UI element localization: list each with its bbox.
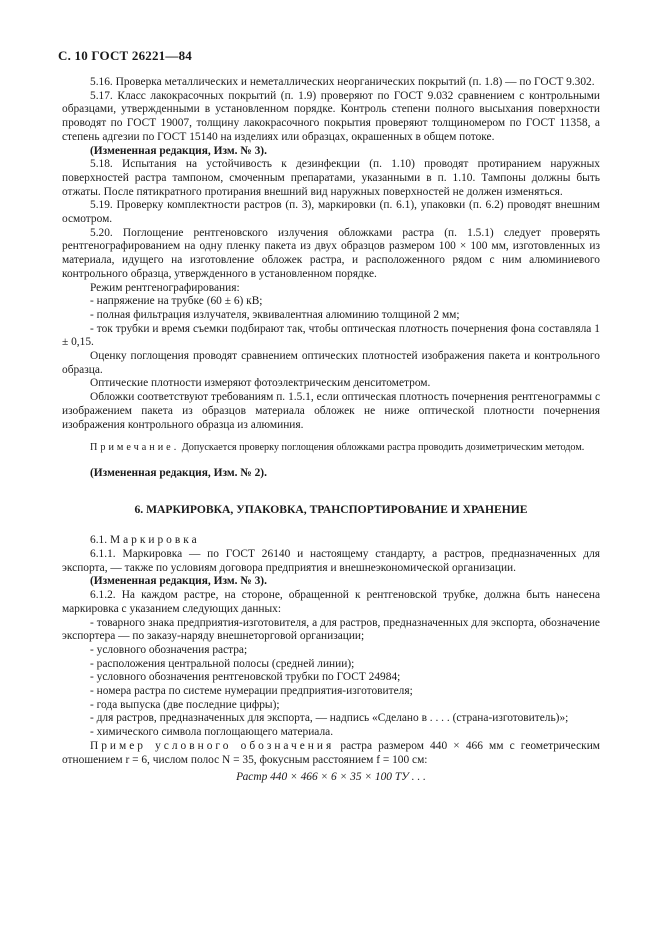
paragraph-5-16: 5.16. Проверка металлических и неметаллических неорганических покрытий (п. 1.8) — по ГОСТ 9.302. <box>90 76 595 88</box>
paragraph-optical: Оптические плотности измеряют фотоэлектрическим денситометром. <box>90 377 431 390</box>
marking-item: - товарного знака предприятия-изготовителя, а для растров, предназначенных для экспорта, обозначение экспортера — по заказу-наряду внешнеторговой организации; <box>62 616 600 643</box>
example-label: Пример условного обозначения <box>90 739 335 752</box>
example-paragraph <box>62 740 600 767</box>
paragraph-estimate: Оценку поглощения проводят сравнением оптических плотностей изображения пакета и контрольного образца. <box>62 350 600 376</box>
amendment-note: (Измененная редакция, Изм. № 2). <box>90 466 267 479</box>
mode-heading: Режим рентгенографирования: <box>90 281 240 294</box>
paragraph-covers: Обложки соответствуют требованиям п. 1.5.1, если оптическая плотность почернения рентгенограммы с изображением пакета из образцов материала обложек не ниже оптической плотности почернения изображения контрольного образца из алюминия. <box>62 391 600 431</box>
paragraph-5-18: 5.18. Испытания на устойчивость к дезинфекции (п. 1.10) проводят протиранием наружных поверхностей растра тампоном, смоченным препаратами, указанными в п. 1.10. Тампоны должны быть отжаты. После пятикратного протирания внешний вид наружных поверхностей не должен изменяться. <box>62 158 600 198</box>
marking-item: - условного обозначения рентгеновской трубки по ГОСТ 24984; <box>90 671 401 684</box>
subsection-6-1 <box>62 534 600 548</box>
designation-formula: Растр 440 × 466 × 6 × 35 × 100 ТУ . . . <box>236 771 426 784</box>
paragraph-5-20: 5.20. Поглощение рентгеновского излучения обложками растра (п. 1.5.1) следует проверять рентгенографированием на одну пленку пакета из двух образцов размером 100 × 100 мм, изготовленных из материала, идущего на изготовление обложек растра, и расположенного рядом с ним алюминиевого контрольного образца, утвержденного в установленном порядке. <box>62 226 600 280</box>
paragraph-5-19: 5.19. Проверку комплектности растров (п. 3), маркировки (п. 6.1), упаковки (п. 6.2) проводят внешним осмотром. <box>62 199 600 226</box>
amendment-note: (Измененная редакция, Изм. № 3). <box>90 144 267 157</box>
marking-item: - номера растра по системе нумерации предприятия-изготовителя; <box>90 685 413 698</box>
document-body <box>62 76 600 785</box>
marking-item: - условного обозначения растра; <box>90 643 248 656</box>
paragraph-5-17: 5.17. Класс лакокрасочных покрытий (п. 1.9) проверяют по ГОСТ 9.032 сравнением с контрольными образцами, утвержденными в установленном порядке. Контроль степени полного высыхания поверхности проводят по ГОСТ 19007, толщину лакокрасочного покрытия проверяют толщиномером по ГОСТ 11358, а степень адгезии по ГОСТ 15140 на изделиях или образцах, окрашенных в общем потоке. <box>62 89 600 143</box>
note <box>62 442 600 455</box>
marking-item: - расположения центральной полосы (средней линии); <box>90 657 355 670</box>
marking-item: - для растров, предназначенных для экспорта, — надпись «Сделано в . . . . (страна-изготовитель)»; <box>90 712 569 725</box>
amendment-note: (Измененная редакция, Изм. № 3). <box>90 575 267 588</box>
page-header: С. 10 ГОСТ 26221—84 <box>58 48 192 63</box>
paragraph-6-1-2: 6.1.2. На каждом растре, на стороне, обращенной к рентгеновской трубке, должна быть нанесена маркировка с указанием следующих данных: <box>62 589 600 615</box>
subsection-title: Маркировка <box>109 534 200 547</box>
note-text: Допускается проверку поглощения обложками растра проводить дозиметрическим методом. <box>179 442 585 454</box>
mode-item: - полная фильтрация излучателя, эквивалентная алюминию толщиной 2 мм; <box>90 308 460 321</box>
mode-item: - ток трубки и время съемки подбирают так, чтобы оптическая плотность почернения фона составляла 1 ± 0,15. <box>62 322 600 349</box>
marking-item: - химического символа поглощающего материала. <box>90 726 334 739</box>
mode-item: - напряжение на трубке (60 ± 6) кВ; <box>90 295 263 308</box>
section-title: 6. МАРКИРОВКА, УПАКОВКА, ТРАНСПОРТИРОВАНИЕ И ХРАНЕНИЕ <box>134 502 528 516</box>
note-label: Примечание. <box>90 442 180 454</box>
marking-item: - года выпуска (две последние цифры); <box>90 698 280 711</box>
example-text: растра размером 440 × 466 мм с геометрическим отношением r = 6, числом полос N = 35, фокусным расстоянием f = 100 см: <box>62 739 600 766</box>
subsection-number: 6.1. <box>90 534 108 547</box>
paragraph-6-1-1: 6.1.1. Маркировка — по ГОСТ 26140 и настоящему стандарту, а растров, предназначенных для экспорта, — также по условиям договора предприятия и внешнеэкономической организации. <box>62 547 600 574</box>
